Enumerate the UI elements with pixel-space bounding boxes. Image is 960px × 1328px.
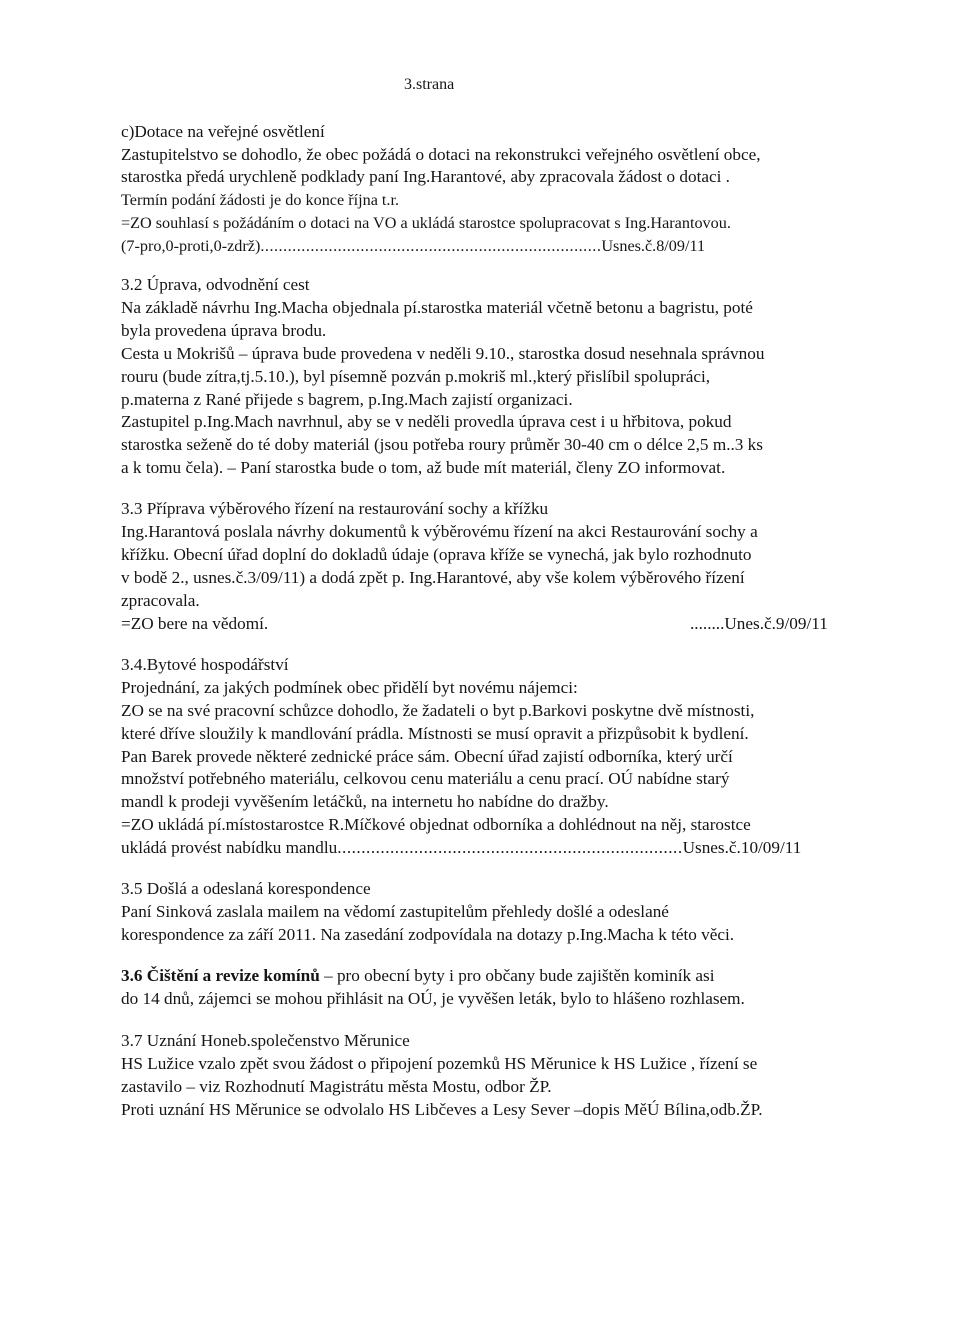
section-33-line: Ing.Harantová poslala návrhy dokumentů k výběrovému řízení na akci Restaurování sochy a <box>121 522 758 541</box>
section-34-last-line <box>121 837 801 859</box>
section-37-line: Proti uznání HS Měrunice se odvolalo HS Libčeves a Lesy Sever –dopis MěÚ Bílina,odb.ŽP. <box>121 1100 763 1119</box>
vote-text: (7-pro,0-proti,0-zdrž) <box>121 237 261 255</box>
section-36-line: do 14 dnů, zájemci se mohou přihlásit na OÚ, je vyvěšen leták, bylo to hlášeno rozhlasem. <box>121 989 745 1008</box>
section-34-line: =ZO ukládá pí.místostarostce R.Míčkové objednat odborníka a dohlédnout na něj, starostce <box>121 815 751 834</box>
section-heading: 3.5 Došlá a odeslaná korespondence <box>121 879 371 898</box>
section-33-line: zpracovala. <box>121 591 200 610</box>
section-heading: 3.3 Příprava výběrového řízení na restaurování sochy a křížku <box>121 499 549 518</box>
section-32-line: Zastupitel p.Ing.Mach navrhnul, aby se v neděli provedla úprava cest i u hřbitova, pokud <box>121 412 732 431</box>
section-35-line: Paní Sinková zaslala mailem na vědomí zastupitelům přehledy došlé a odeslané <box>121 902 669 921</box>
section-34-line: Projednání, za jakých podmínek obec přidělí byt novému nájemci: <box>121 678 578 697</box>
section-35-line: korespondence za září 2011. Na zasedání zodpovídala na dotazy p.Ing.Macha k této věci. <box>121 925 735 944</box>
section-c-heading: c)Dotace na veřejné osvětlení <box>121 122 325 141</box>
section-36-text: – pro obecní byty i pro občany bude zajištěn kominík asi <box>319 966 715 985</box>
section-33-line: křížku. Obecní úřad doplní do dokladů údaje (oprava kříže se vynechá, jak bylo rozhodnuto <box>121 545 752 564</box>
section-34-line: množství potřebného materiálu, celkovou cenu materiálu a cenu prací. OÚ nabídne starý <box>121 769 730 788</box>
section-37-line: HS Lužice vzalo zpět svou žádost o připojení pozemků HS Měrunice k HS Lužice , řízení se <box>121 1054 758 1073</box>
section-37-line: zastavilo – viz Rozhodnutí Magistrátu města Mostu, odbor ŽP. <box>121 1077 552 1096</box>
section-32-line: a k tomu čela). – Paní starostka bude o tom, až bude mít materiál, členy ZO informovat. <box>121 458 726 477</box>
section-c-vote-line <box>121 235 705 257</box>
section-heading: 3.2 Úprava, odvodnění cest <box>121 275 310 294</box>
page-number: 3.strana <box>404 76 455 93</box>
leader-dots: ........................................................................ <box>337 838 683 857</box>
section-heading: 3.7 Uznání Honeb.společenstvo Měrunice <box>121 1031 410 1050</box>
section-32-line: byla provedena úprava brodu. <box>121 321 327 340</box>
last-line-text: ukládá provést nabídku mandlu <box>121 838 338 857</box>
section-c-line: =ZO souhlasí s požádáním o dotaci na VO a ukládá starostce spolupracovat s Ing.Harantovou. <box>121 214 731 232</box>
section-heading: 3.4.Bytové hospodářství <box>121 655 289 674</box>
section-32-line: rouru (bude zítra,tj.5.10.), byl písemně pozván p.mokriš ml.,který přislíbil spolupráci, <box>121 367 711 386</box>
section-32-line: p.materna z Rané přijede s bagrem, p.Ing.Mach zajistí organizaci. <box>121 390 573 409</box>
section-c-line: Zastupitelstvo se dohodlo, že obec požádá o dotaci na rekonstrukci veřejného osvětlení obce, <box>121 145 761 164</box>
section-32-line: Cesta u Mokrišů – úprava bude provedena v neděli 9.10., starostka dosud nesehnala správnou <box>121 344 765 363</box>
resolution-number: Usnes.č.10/09/11 <box>682 838 802 857</box>
section-36-first-line <box>121 965 715 987</box>
section-33-line: =ZO bere na vědomí. <box>121 614 269 633</box>
section-c-line: starostka předá urychleně podklady paní Ing.Harantové, aby zpracovala žádost o dotaci . <box>121 167 730 186</box>
section-34-line: mandl k prodeji vyvěšením letáčků, na internetu ho nabídne do dražby. <box>121 792 609 811</box>
section-34-line: Pan Barek provede některé zednické práce sám. Obecní úřad zajistí odborníka, který určí <box>121 747 733 766</box>
resolution-number: ........Unes.č.9/09/11 <box>690 614 828 633</box>
section-33-line: v bodě 2., usnes.č.3/09/11) a dodá zpět p. Ing.Harantové, aby vše kolem výběrového řízení <box>121 568 745 587</box>
section-34-line: které dříve sloužily k mandlování prádla. Místnosti se musí opravit a přizpůsobit k bydlení. <box>121 724 749 743</box>
leader-dots: ........................................................................... <box>260 237 602 255</box>
section-32-line: Na základě návrhu Ing.Macha objednala pí.starostka materiál včetně betonu a bagristu, poté <box>121 298 753 317</box>
resolution-number: Usnes.č.8/09/11 <box>601 237 706 255</box>
section-heading: 3.6 Čištění a revize komínů <box>121 966 320 985</box>
section-c-line: Termín podání žádosti je do konce října t.r. <box>121 191 400 209</box>
section-34-line: ZO se na své pracovní schůzce dohodlo, že žadateli o byt p.Barkovi poskytne dvě místnosti, <box>121 701 755 720</box>
section-32-line: starostka seženě do té doby materiál (jsou potřeba roury průměr 30-40 cm o délce 2,5 m..3 ks <box>121 435 763 454</box>
